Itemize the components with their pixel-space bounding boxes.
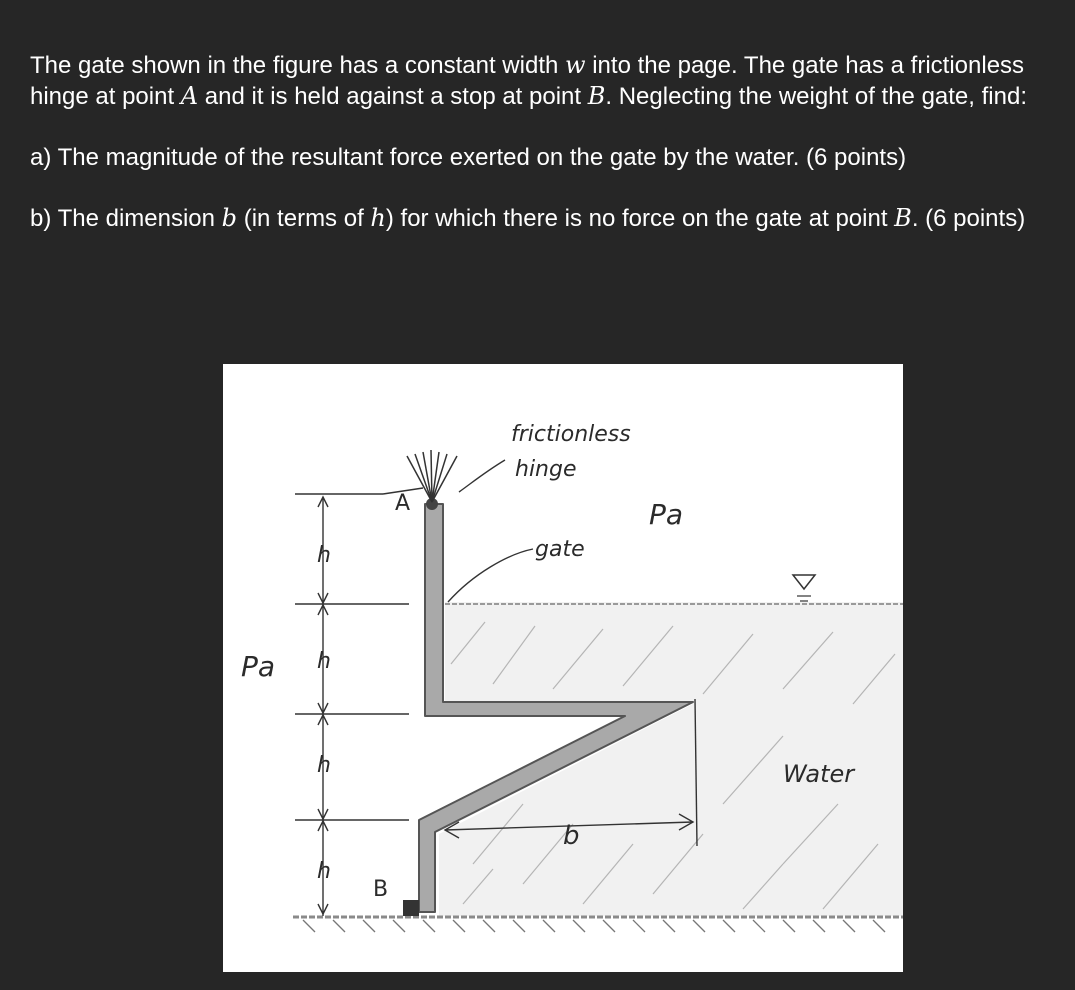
label-B: B [373, 877, 389, 902]
part-a: a) The magnitude of the resultant force exerted on the gate by the water. (6 points) [30, 144, 907, 171]
label-b: b [563, 821, 580, 851]
label-pa-left: Pa [241, 650, 276, 683]
intro-text-1: The gate shown in the figure has a constant width [30, 52, 565, 79]
label-frictionless: frictionless [511, 422, 631, 447]
intro-text-2: into the page. The gate has a frictionless hinge at point [30, 52, 1025, 110]
problem-statement [30, 50, 1040, 234]
hinge-support [407, 450, 457, 502]
part-b [30, 203, 1040, 234]
label-h-1: h [317, 543, 331, 568]
part-b-text-4: . (6 points) [911, 205, 1026, 232]
problem-intro [30, 50, 1040, 112]
label-pa-right: Pa [649, 498, 684, 531]
free-surface-symbol [793, 575, 815, 589]
gate-diagram [223, 364, 903, 972]
ground-hatching [303, 920, 885, 932]
part-b-text-2: (in terms of [237, 205, 371, 232]
symbol-h: h [370, 204, 386, 232]
part-b-text-3: ) for which there is no force on the gate at point [385, 205, 895, 232]
gate-leader [448, 549, 533, 602]
label-A: A [395, 491, 411, 516]
label-hinge: hinge [515, 457, 577, 482]
symbol-B: B [587, 82, 606, 110]
stop-B [403, 900, 419, 916]
symbol-b: b [221, 204, 238, 232]
intro-text-3: and it is held against a stop at point [198, 83, 588, 110]
label-h-3: h [317, 753, 331, 778]
label-h-4: h [317, 859, 331, 884]
gate-figure [223, 364, 903, 972]
dimension-ticks [295, 488, 423, 820]
symbol-B-2: B [894, 204, 912, 232]
label-water: Water [783, 760, 855, 788]
symbol-w: w [565, 51, 586, 79]
part-b-text-1: b) The dimension [30, 205, 222, 232]
water-region [439, 602, 903, 916]
intro-text-4: . Neglecting the weight of the gate, find: [605, 83, 1027, 110]
label-h-2: h [317, 649, 331, 674]
symbol-A: A [180, 82, 199, 110]
label-gate: gate [535, 537, 585, 562]
hinge-leader [459, 460, 505, 492]
